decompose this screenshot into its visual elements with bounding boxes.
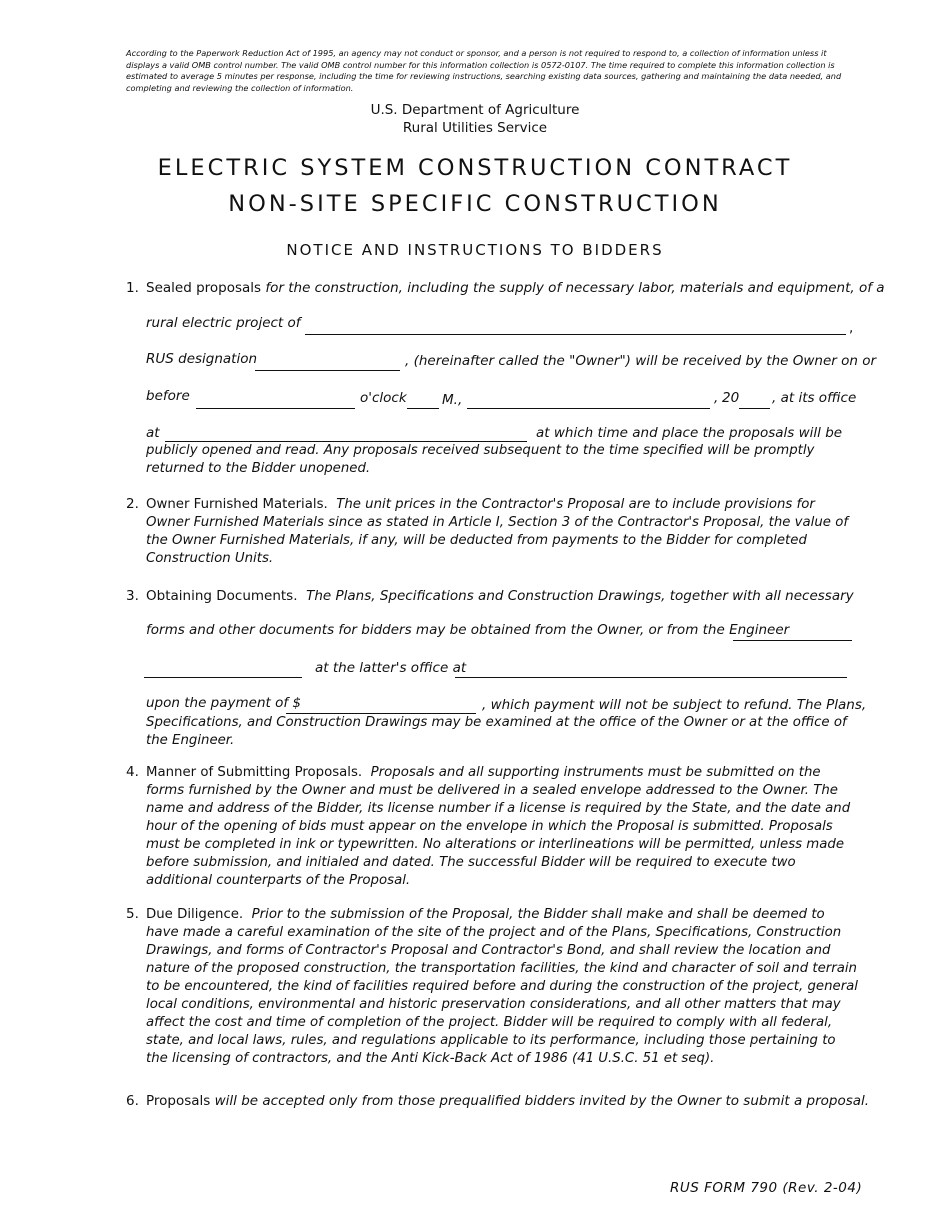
engineer-office-field[interactable] (455, 677, 847, 678)
at-rest-text: at which time and place the proposals will be (536, 425, 843, 441)
oclock-label: o'clock (360, 390, 407, 406)
item-5-heading: Due Diligence. (146, 907, 244, 922)
office-label: , at its office (772, 390, 857, 406)
item-1-number: 1. (126, 280, 139, 296)
rus-designation-field[interactable] (255, 370, 400, 371)
form-subtitle: NOTICE AND INSTRUCTIONS TO BIDDERS (286, 241, 664, 259)
item-3-line1 (146, 588, 854, 604)
item-4-body: Proposals and all supporting instruments must be submitted on the forms furnished by the Owner and must be delivered in a sealed envelope addressed to the Owner. The name and address of the Bidder, its license number if a license is required by the State, and the date and hour of the opening of bids must appear on the envelope in which the Proposal is submitted. Proposals must be completed in ink or typewritten. No alterations or interlineations will be permitted, unless made before submission, and initialed and dated. The successful Bidder will be required to execute two additional counterparts of the Proposal. (146, 765, 851, 888)
comma: , (849, 320, 854, 336)
item-3-number: 3. (126, 588, 139, 604)
paperwork-notice: According to the Paperwork Reduction Act of 1995, an agency may not conduct or sponsor, and a person is not required to respond to, a collection of information unless it displays a valid OMB control number. The valid OMB control number for this information collection is 0572-0107. The time required to complete this information collection is estimated to average 5 minutes per response, including the time for reviewing instructions, searching existing data sources, gathering and maintaining the data needed, and completing and reviewing the collection of information. (126, 48, 842, 93)
project-label: rural electric project of (146, 315, 301, 331)
item-3-heading: Obtaining Documents. (146, 588, 298, 604)
form-number: RUS FORM 790 (Rev. 2-04) (670, 1180, 863, 1196)
item-4-heading: Manner of Submitting Proposals. (146, 765, 363, 780)
owner-text: , (hereinafter called the "Owner") will be received by the Owner on or (405, 353, 877, 369)
item-4-paragraph (146, 764, 858, 890)
year-prefix: 20 (722, 390, 740, 406)
time-field[interactable] (196, 408, 355, 409)
year-field[interactable] (739, 408, 770, 409)
item-2-number: 2. (126, 496, 139, 512)
latter-office-label: at the latter's office at (315, 660, 467, 676)
item-6-body: will be accepted only from those prequalified bidders invited by the Owner to submit a proposal. (210, 1093, 870, 1109)
item-1-closing-text: publicly opened and read. Any proposals received subsequent to the time specified will be promptly returned to the Bidder unopened. (146, 443, 815, 476)
department-name: U.S. Department of Agriculture (370, 102, 580, 118)
rus-designation-label: RUS designation (146, 351, 258, 367)
item-2-body: The unit prices in the Contractor's Proposal are to include provisions for Owner Furnished Materials since as stated in Article I, Section 3 of the Contractor's Proposal, the value of the Owner Furnished Materials, if any, will be deducted from payments to the Bidder for completed Construction Units. (146, 497, 849, 566)
before-label: before (146, 388, 190, 404)
item-4-number: 4. (126, 764, 139, 780)
at-label: at (146, 425, 160, 441)
item-3-closing-text: Specifications, and Construction Drawings may be examined at the office of the Owner or at the office of the Engineer. (146, 715, 847, 748)
m-label: M., (442, 392, 463, 408)
engineer-field-cont[interactable] (144, 677, 302, 678)
item-1-line1-text: for the construction, including the supply of necessary labor, materials and equipment, of a (261, 280, 885, 296)
item-1-line1 (146, 280, 885, 296)
engineer-field[interactable] (733, 640, 852, 641)
item-1-heading: Sealed proposals (146, 280, 262, 296)
item-6-paragraph (146, 1093, 869, 1109)
am-pm-field[interactable] (407, 408, 439, 409)
date-field[interactable] (467, 408, 710, 409)
item-6-heading: Proposals (146, 1093, 211, 1109)
item-2-paragraph (146, 496, 858, 568)
item-5-paragraph (146, 906, 858, 1068)
item-5-number: 5. (126, 906, 139, 922)
item-3-line1-text: The Plans, Specifications and Construction Drawings, together with all necessary (306, 588, 854, 604)
payment-label: upon the payment of $ (146, 695, 301, 711)
form-title-line2: NON-SITE SPECIFIC CONSTRUCTION (228, 191, 722, 217)
date-comma: , (714, 390, 719, 406)
item-6-number: 6. (126, 1093, 139, 1109)
form-title: ELECTRIC SYSTEM CONSTRUCTION CONTRACT (157, 155, 793, 181)
payment-rest: , which payment will not be subject to refund. The Plans, (482, 697, 867, 713)
item-2-heading: Owner Furnished Materials. (146, 497, 328, 512)
item-3-line2: forms and other documents for bidders may be obtained from the Owner, or from the Engineer (146, 622, 790, 638)
item-5-body: Prior to the submission of the Proposal, the Bidder shall make and shall be deemed to have made a careful examination of the site of the project and of the Plans, Specifications, Construction Drawings, and forms of Contractor's Proposal and Contractor's Bond, and shall review the location and nature of the proposed construction, the transportation facilities, the kind and character of soil and terrain to be encountered, the kind of facilities required before and during the construction of the project, general local conditions, environmental and historic preservation considerations, and all other matters that may affect the cost and time of completion of the project. Bidder will be required to comply with all federal, state, and local laws, rules, and regulations applicable to its performance, including those pertaining to the licensing of contractors, and the Anti Kick-Back Act of 1986 (41 U.S.C. 51 et seq). (146, 907, 859, 1066)
service-name: Rural Utilities Service (402, 120, 548, 136)
project-name-field[interactable] (305, 334, 846, 335)
